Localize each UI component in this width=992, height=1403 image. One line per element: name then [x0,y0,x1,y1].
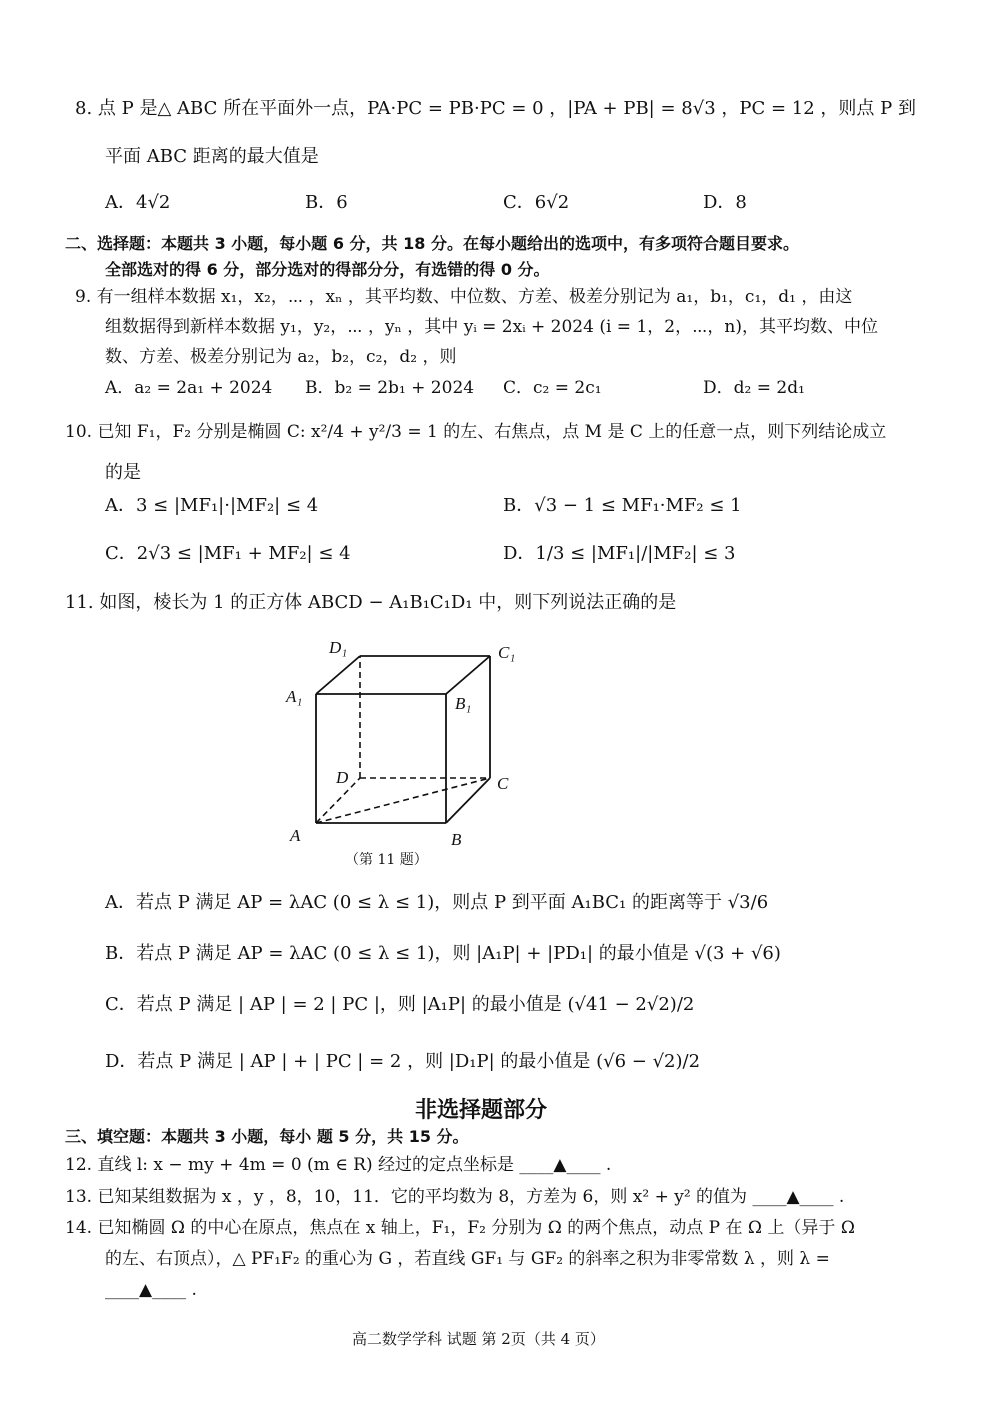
q11-line1: 11. 如图，棱长为 1 的正方体 ABCD − A₁B₁C₁D₁ 中，则下列说法正确的是 [65,592,677,613]
edge-b-c [446,778,490,823]
q9-option-b: B．b₂ = 2b₁ + 2024 [305,378,475,398]
section2-heading-line2: 全部选对的得 6 分，部分选对的得部分分，有选错的得 0 分。 [105,260,550,279]
q9-line2: 组数据得到新样本数据 y₁，y₂，⋯ ，yₙ ，其中 yᵢ = 2xᵢ + 2024 (i = 1，2，⋯，n)，其平均数、中位 [105,317,878,337]
q8-line2: 平面 ABC 距离的最大值是 [105,146,319,167]
vertex-label-a1: A₁ [286,687,303,706]
q10-option-a: A．3 ≤ |MF₁|·|MF₂| ≤ 4 [105,495,319,516]
q14-line1: 14. 已知椭圆 Ω 的中心在原点，焦点在 x 轴上，F₁，F₂ 分别为 Ω 的两个焦点，动点 P 在 Ω 上（异于 Ω [65,1218,855,1238]
q12: 12. 直线 l: x − my + 4m = 0 (m ∈ R) 经过的定点坐标是 ____▲____ . [65,1155,612,1175]
vertex-label-d1: D₁ [329,638,348,657]
q10-option-c: C．2√3 ≤ |MF₁ + MF₂| ≤ 4 [105,543,351,564]
vertex-label-d: D [336,768,349,787]
q8-option-d: D．8 [703,192,747,213]
vertex-label-b: B [451,830,462,849]
q14-line2: 的左、右顶点），△ PF₁F₂ 的重心为 G ，若直线 GF₁ 与 GF₂ 的斜率之积为非零常数 λ ，则 λ = [105,1249,830,1269]
vertex-label-b1: B₁ [455,694,472,713]
q9-option-d: D．d₂ = 2d₁ [703,378,805,398]
vertex-label-a: A [290,826,301,845]
section3-heading: 三、填空题：本题共 3 小题，每小 题 5 分，共 15 分。 [65,1127,469,1146]
q8-option-c: C．6√2 [503,192,570,213]
figure-caption: （第 11 题） [345,852,428,868]
q10-line2: 的是 [105,462,141,483]
edge-a1-d1 [316,656,360,694]
q11-option-b: B．若点 P 满足 AP = λAC (0 ≤ λ ≤ 1)，则 |A₁P| + |PD₁| 的最小值是 √(3 + √6) [105,943,781,964]
vertex-label-c: C [497,774,509,793]
q11-option-a: A．若点 P 满足 AP = λAC (0 ≤ λ ≤ 1)，则点 P 到平面 A₁BC₁ 的距离等于 √3/6 [105,892,769,913]
q14-line3: ____▲____ . [105,1280,197,1300]
q11-option-d: D．若点 P 满足 | AP | + | PC | = 2 ，则 |D₁P| 的最小值是 (√6 − √2)/2 [105,1051,701,1072]
q10-option-b: B．√3 − 1 ≤ MF₁·MF₂ ≤ 1 [503,495,742,516]
q9-option-a: A．a₂ = 2a₁ + 2024 [105,378,273,398]
vertex-label-c1: C₁ [498,643,516,662]
q9-option-c: C．c₂ = 2c₁ [503,378,602,398]
q9-line3: 数、方差、极差分别记为 a₂，b₂，c₂，d₂ ，则 [105,347,457,367]
q9-line1: 9. 有一组样本数据 x₁，x₂，⋯ ，xₙ ，其平均数、中位数、方差、极差分别记为 a₁，b₁，c₁，d₁ ，由这 [75,287,853,307]
section2-heading: 二、选择题：本题共 3 小题，每小题 6 分，共 18 分。在每小题给出的选项中，有多项符合题目要求。 [65,234,799,253]
q8-option-a: A．4√2 [105,192,171,213]
page-footer: 高二数学学科 试题 第 2页（共 4 页） [352,1330,605,1348]
q10-line1: 10. 已知 F₁，F₂ 分别是椭圆 C: x²/4 + y²/3 = 1 的左、右焦点，点 M 是 C 上的任意一点，则下列结论成立 [65,422,887,442]
part-title: 非选择题部分 [415,1098,548,1123]
q8-line1: 8. 点 P 是△ ABC 所在平面外一点，PA·PC = PB·PC = 0 ，|PA + PB| = 8√3 ，PC = 12 ，则点 P 到 [75,98,916,119]
q13: 13. 已知某组数据为 x ，y ，8，10，11．它的平均数为 8，方差为 6，则 x² + y² 的值为 ____▲____ . [65,1187,845,1207]
q11-option-c: C．若点 P 满足 | AP | = 2 | PC |，则 |A₁P| 的最小值是 (√41 − 2√2)/2 [105,994,695,1015]
edge-b1-c1 [446,656,490,694]
q10-option-d: D．1/3 ≤ |MF₁|/|MF₂| ≤ 3 [503,543,736,564]
q8-option-b: B．6 [305,192,348,213]
